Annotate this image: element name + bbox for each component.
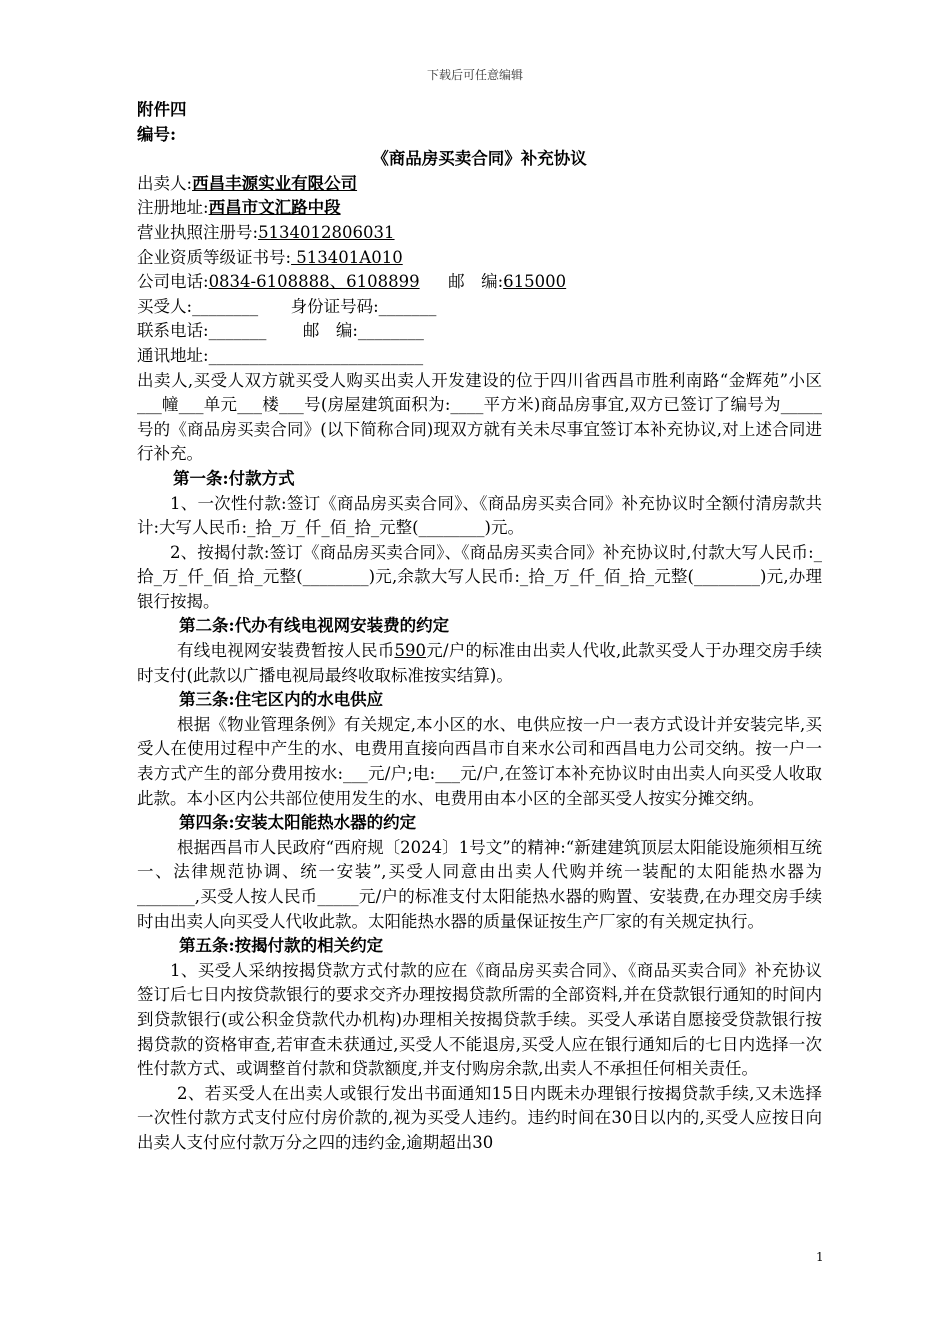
license-label: 营业执照注册号: (137, 222, 259, 242)
qualification-value: 513401A010 (291, 247, 403, 267)
section-2-text-b: 元/户的标准由出卖人代收,此款买受人于办理交房手续时支付(此款以广播电视局最终收取标准按实结算)。 (137, 641, 823, 685)
section-1-title: 第一条:付款方式 (173, 468, 295, 488)
seller-name: 西昌丰源实业有限公司 (192, 173, 358, 193)
section-2-text-a: 有线电视网安装费暂按人民币 (177, 641, 395, 661)
section-1-item-2: 2、按揭付款:签订《商品房买卖合同》、《商品房买卖合同》补充协议时,付款大写人民币:_拾_万_仟_佰_拾_元整(________)元,余款大写人民币:_拾_万_仟_佰_拾_元整(________)元,办理银行按揭。 (137, 542, 822, 611)
id-label: 身份证号码: (290, 296, 379, 316)
phone-value: 0834-6108888、6108899 (208, 272, 420, 292)
license-value: 5134012806031 (258, 222, 395, 242)
page-header: 下载后可任意编辑 (426, 68, 523, 82)
postcode-value: 615000 (503, 272, 567, 292)
number-label: 编号: (137, 124, 177, 144)
annex-label: 附件四 (137, 100, 187, 119)
mail-label: 通讯地址: (137, 345, 209, 365)
contact-row (137, 319, 822, 344)
seller-label: 出卖人: (137, 173, 193, 193)
section-3-paragraph: 根据《物业管理条例》有关规定,本小区的水、电供应按一户一表方式设计并安装完毕,买受人在使用过程中产生的水、电费用直接向西昌市自来水公司和西昌电力公司交纳。按一户一表方式产生的部分费用按水:___元/户;电:___元/户,在签订本补充协议时由出卖人向买受人收取此款。本小区内公共部位使用发生的水、电费用由本小区的全部买受人按实分摊交纳。 (137, 714, 822, 808)
buyer-label: 买受人: (137, 296, 193, 316)
section-5-title: 第五条:按揭付款的相关约定 (179, 936, 384, 956)
intro-paragraph: 出卖人,买受人双方就买受人购买出卖人开发建设的位于四川省西昌市胜利南路“金辉苑”小区___幢___单元___楼___号(房屋建筑面积为:____平方米)商品房事宜,双方已签订了编号为_____号的《商品房买卖合同》(以下简称合同)现双方就有关未尽事宜签订本补充协议,对上述合同进行补充。 (137, 370, 822, 464)
section-4-title: 第四条:安装太阳能热水器的约定 (179, 813, 417, 833)
section-2-paragraph (137, 639, 822, 688)
address-label: 注册地址: (137, 198, 209, 218)
mail-blank: __________________________ (208, 345, 424, 365)
section-5-item-2: 2、若买受人在出卖人或银行发出书面通知15日内既未办理银行按揭贷款手续,又未选择一次性付款方式支付应付房价款的,视为买受人违约。违约时间在30日以内的,买受人应按日向出卖人支付应付款万分之四的违约金,逾期超出30 (137, 1083, 822, 1152)
address-value: 西昌市文汇路中段 (208, 198, 341, 218)
page-number: 1 (816, 1250, 824, 1264)
contact-blank: _______ (208, 321, 267, 341)
id-blank: _______ (378, 296, 437, 316)
buyer-postcode-blank: ________ (357, 321, 424, 341)
mail-row (137, 344, 822, 369)
contact-label: 联系电话: (137, 321, 209, 341)
section-4-paragraph: 根据西昌市人民政府“西府规〔2024〕1号文”的精神:“新建建筑顶层太阳能设施须相互统一、法律规范协调、统一安装”,买受人同意由出卖人代购并统一装配的太阳能热水器为_______,买受人按人民币_____元/户的标准支付太阳能热水器的购置、安装费,在办理交房手续时由出卖人向买受人代收此款。太阳能热水器的质量保证按生产厂家的有关规定执行。 (137, 837, 822, 931)
postcode-label: 邮 编: (448, 272, 504, 292)
phone-row (137, 270, 822, 295)
section-3-title: 第三条:住宅区内的水电供应 (179, 690, 384, 710)
buyer-postcode-label: 邮 编: (302, 321, 358, 341)
license-row (137, 221, 822, 246)
document-body (137, 98, 822, 1156)
section-2-amount: 590 (394, 641, 426, 661)
address-row (137, 196, 822, 221)
buyer-blank: ________ (192, 296, 259, 316)
qualification-label: 企业资质等级证书号: (137, 247, 292, 267)
phone-label: 公司电话: (137, 272, 209, 292)
seller-row (137, 172, 822, 197)
section-1-item-1: 1、一次性付款:签订《商品房买卖合同》、《商品房买卖合同》补充协议时全额付清房款共计:大写人民币:_拾_万_仟_佰_拾_元整(________)元。 (137, 493, 822, 538)
document-title: 《商品房买卖合同》补充协议 (372, 149, 587, 169)
buyer-row (137, 295, 822, 320)
section-5-item-1: 1、买受人采纳按揭贷款方式付款的应在《商品房买卖合同》、《商品买卖合同》补充协议签订后七日内按贷款银行的要求交齐办理按揭贷款所需的全部资料,并在贷款银行通知的时间内到贷款银行(或公积金贷款代办机构)办理相关按揭贷款手续。买受人承诺自愿接受贷款银行按揭贷款的资格审查,若审查未获通过,买受人不能退房,买受人应在银行通知后的七日内选择一次性付款方式、或调整首付款和贷款额度,并支付购房余款,出卖人不承担任何相关责任。 (137, 960, 822, 1079)
qualification-row (137, 246, 822, 271)
section-2-title: 第二条:代办有线电视网安装费的约定 (179, 616, 450, 636)
